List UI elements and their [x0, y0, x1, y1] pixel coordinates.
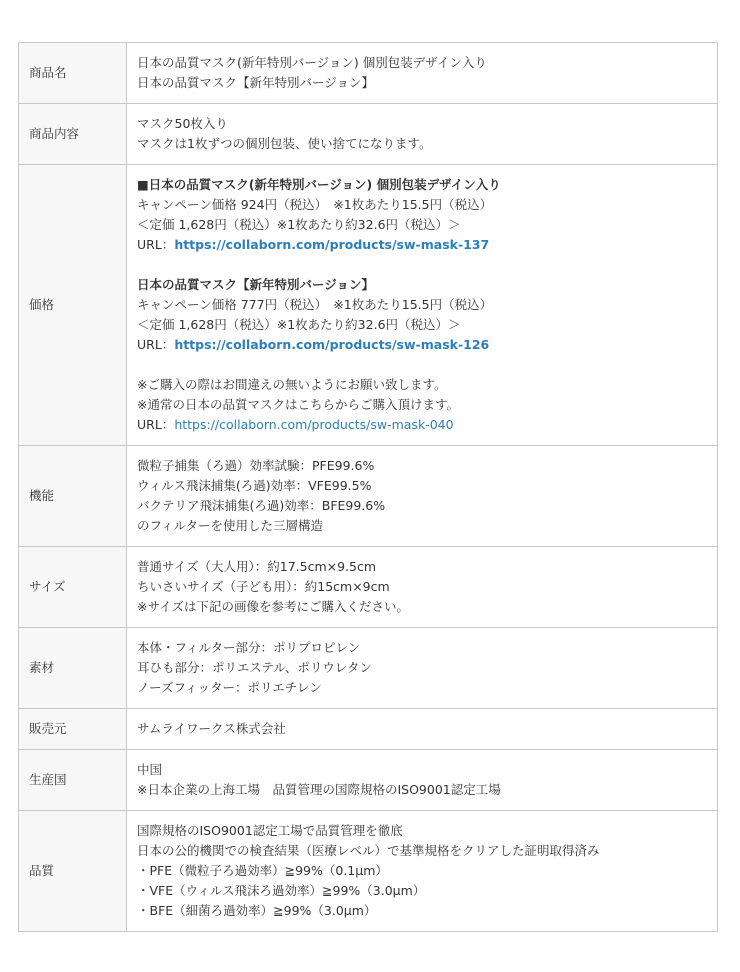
product-link[interactable]: https://collaborn.com/products/sw-mask-137: [174, 237, 490, 252]
regular-price: ＜定価 1,628円（税込）※1枚あたり約32.6円（税込）＞: [137, 217, 461, 232]
text-line: 日本の公的機関での検査結果（医療レベル）で基準規格をクリアした証明取得済み: [137, 843, 600, 858]
row-content: [127, 709, 718, 750]
text-line: ・BFE（細菌ろ過効率）≧99%（3.0μm）: [137, 903, 377, 918]
note-text: ※ご購入の際はお間違えの無いようにお願い致します。: [137, 377, 447, 392]
row-label: 機能: [19, 446, 127, 547]
row-label: 素材: [19, 628, 127, 709]
row-material: [19, 628, 718, 709]
text-line: ノーズフィッター：ポリエチレン: [137, 680, 322, 695]
text-line: ※日本企業の上海工場 品質管理の国際規格のISO9001認定工場: [137, 782, 501, 797]
url-prefix: URL：: [137, 417, 175, 432]
text-line: マスク50枚入り: [137, 116, 228, 131]
text-line: 中国: [137, 762, 163, 777]
text-line: 耳ひも部分：ポリエステル、ポリウレタン: [137, 660, 372, 675]
campaign-price: キャンペーン価格 924円（税込） ※1枚あたり15.5円（税込）: [137, 197, 493, 212]
spacer: [137, 255, 707, 275]
row-label: 価格: [19, 165, 127, 446]
row-label: 商品名: [19, 43, 127, 104]
row-price: [19, 165, 718, 446]
row-content: [127, 750, 718, 811]
row-seller: [19, 709, 718, 750]
text-line: ※サイズは下記の画像を参考にご購入ください。: [137, 599, 409, 614]
row-content: [127, 43, 718, 104]
row-label: 品質: [19, 811, 127, 932]
url-line: [137, 415, 707, 435]
row-content: [127, 446, 718, 547]
url-prefix: URL：: [137, 237, 175, 252]
row-product-name: [19, 43, 718, 104]
url-prefix: URL：: [137, 337, 175, 352]
text-line: 普通サイズ（大人用）：約17.5cm×9.5cm: [137, 559, 377, 574]
note-text: ※通常の日本の品質マスクはこちらからご購入頂けます。: [137, 397, 459, 412]
row-label: 商品内容: [19, 104, 127, 165]
url-line: [137, 235, 707, 255]
regular-price: ＜定価 1,628円（税込）※1枚あたり約32.6円（税込）＞: [137, 317, 461, 332]
product-spec-table: [18, 42, 718, 932]
text-line: 日本の品質マスク【新年特別バージョン】: [137, 75, 375, 90]
text-line: 本体・フィルター部分：ポリプロピレン: [137, 640, 361, 655]
campaign-price: キャンペーン価格 777円（税込） ※1枚あたり15.5円（税込）: [137, 297, 493, 312]
text-line: ・PFE（微粒子ろ過効率）≧99%（0.1μm）: [137, 863, 388, 878]
row-content: [127, 104, 718, 165]
row-function: [19, 446, 718, 547]
text-line: のフィルターを使用した三層構造: [137, 518, 324, 533]
url-line: [137, 335, 707, 355]
text-line: 日本の品質マスク(新年特別バージョン) 個別包装デザイン入り: [137, 55, 487, 70]
row-content: [127, 811, 718, 932]
row-product-contents: [19, 104, 718, 165]
row-label: 販売元: [19, 709, 127, 750]
product-link[interactable]: https://collaborn.com/products/sw-mask-126: [174, 337, 490, 352]
row-content: [127, 547, 718, 628]
text-line: ・VFE（ウィルス飛沫ろ過効率）≧99%（3.0μm）: [137, 883, 426, 898]
text-line: サムライワークス株式会社: [137, 721, 286, 736]
row-content: [127, 165, 718, 446]
regular-product-link[interactable]: https://collaborn.com/products/sw-mask-040: [174, 417, 454, 432]
text-line: マスクは1枚ずつの個別包装、使い捨てになります。: [137, 136, 432, 151]
text-line: 微粒子捕集（ろ過）効率試験：PFE99.6%: [137, 458, 375, 473]
text-line: バクテリア飛沫捕集(ろ過)効率：BFE99.6%: [137, 498, 386, 513]
text-line: ウィルス飛沫捕集(ろ過)効率：VFE99.5%: [137, 478, 372, 493]
price-block-title: ■日本の品質マスク(新年特別バージョン) 個別包装デザイン入り: [137, 177, 501, 192]
row-label: 生産国: [19, 750, 127, 811]
row-size: [19, 547, 718, 628]
spacer: [137, 355, 707, 375]
row-country-of-origin: [19, 750, 718, 811]
text-line: 国際規格のISO9001認定工場で品質管理を徹底: [137, 823, 403, 838]
text-line: ちいさいサイズ（子ども用）：約15cm×9cm: [137, 579, 390, 594]
row-label: サイズ: [19, 547, 127, 628]
row-content: [127, 628, 718, 709]
row-quality: [19, 811, 718, 932]
price-block-title: 日本の品質マスク【新年特別バージョン】: [137, 277, 375, 292]
